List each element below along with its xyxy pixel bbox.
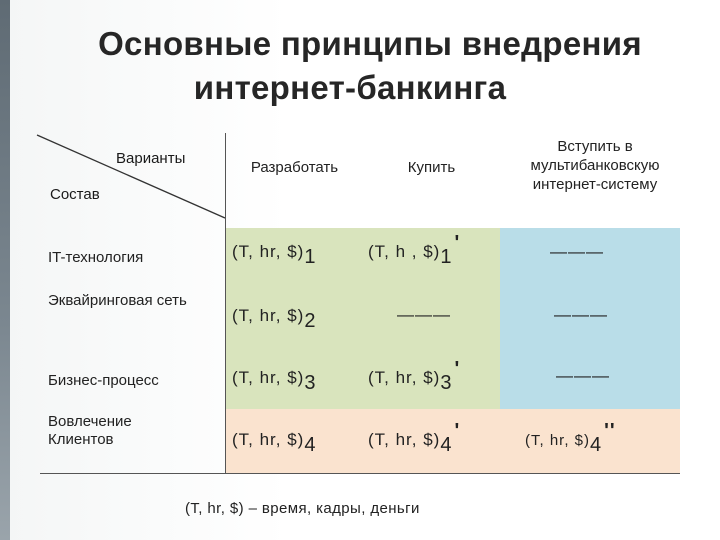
row-label-business: Бизнес-процесс <box>48 372 159 389</box>
slide-title <box>30 22 710 110</box>
value-text: (T, h , $) <box>368 242 441 261</box>
row-label-it: IT-технология <box>48 249 144 266</box>
value-index: 2 <box>304 310 317 332</box>
value-index: 3 <box>304 372 317 394</box>
value-index: 4 <box>304 434 317 456</box>
value-r4-c3 <box>525 420 616 456</box>
value-prime-mark: ' <box>454 232 461 254</box>
value-prime-mark: ' <box>454 358 461 380</box>
value-r1-c3-dash: ——— <box>550 242 604 261</box>
header-diagonal-line <box>35 132 225 228</box>
value-text: (T, hr, $) <box>232 306 305 325</box>
value-text: (T, hr, $) <box>232 242 305 261</box>
value-text: (T, hr, $) <box>525 432 591 449</box>
value-text: (T, hr, $) <box>368 430 441 449</box>
row-label-acquiring: Эквайринговая сеть <box>48 292 187 309</box>
value-prime-mark: ' <box>454 420 461 442</box>
value-r3-c1 <box>232 366 317 394</box>
left-accent-bar <box>0 0 10 540</box>
value-r1-c1 <box>232 240 317 268</box>
title-line-1: Основные принципы внедрения <box>98 25 642 62</box>
col-header-buy: Купить <box>407 159 456 176</box>
value-r2-c3-dash: ——— <box>554 305 608 324</box>
value-index: 4 <box>440 434 453 456</box>
value-r4-c1 <box>232 428 317 456</box>
value-text: (T, hr, $) <box>232 368 305 387</box>
value-text: (T, hr, $) <box>368 368 441 387</box>
value-double-prime-mark: '' <box>604 420 616 442</box>
value-r3-c2 <box>368 358 461 394</box>
value-r2-c1 <box>232 304 317 332</box>
value-index: 1 <box>440 246 453 268</box>
value-index: 3 <box>440 372 453 394</box>
row-label-clients: Вовлечение Клиентов <box>48 413 132 448</box>
col-header-join-system: Вступить в мультибанковскую интернет-систему <box>530 138 660 193</box>
value-r4-c2 <box>368 420 461 456</box>
value-r1-c2 <box>368 232 461 268</box>
header-variants-label: Варианты <box>116 150 186 167</box>
value-text: (T, hr, $) <box>232 430 305 449</box>
value-r2-c2-dash: ——— <box>397 305 451 324</box>
value-r3-c3-dash: ——— <box>556 366 610 385</box>
table-vertical-line <box>225 133 226 473</box>
header-composition-label: Состав <box>50 186 100 203</box>
value-index: 1 <box>304 246 317 268</box>
legend-note: (T, hr, $) – время, кадры, деньги <box>185 500 420 517</box>
table-bottom-line <box>40 473 680 474</box>
title-line-2: интернет-банкинга <box>193 69 507 106</box>
col-header-develop: Разработать <box>250 159 339 176</box>
value-index: 4 <box>590 434 603 456</box>
